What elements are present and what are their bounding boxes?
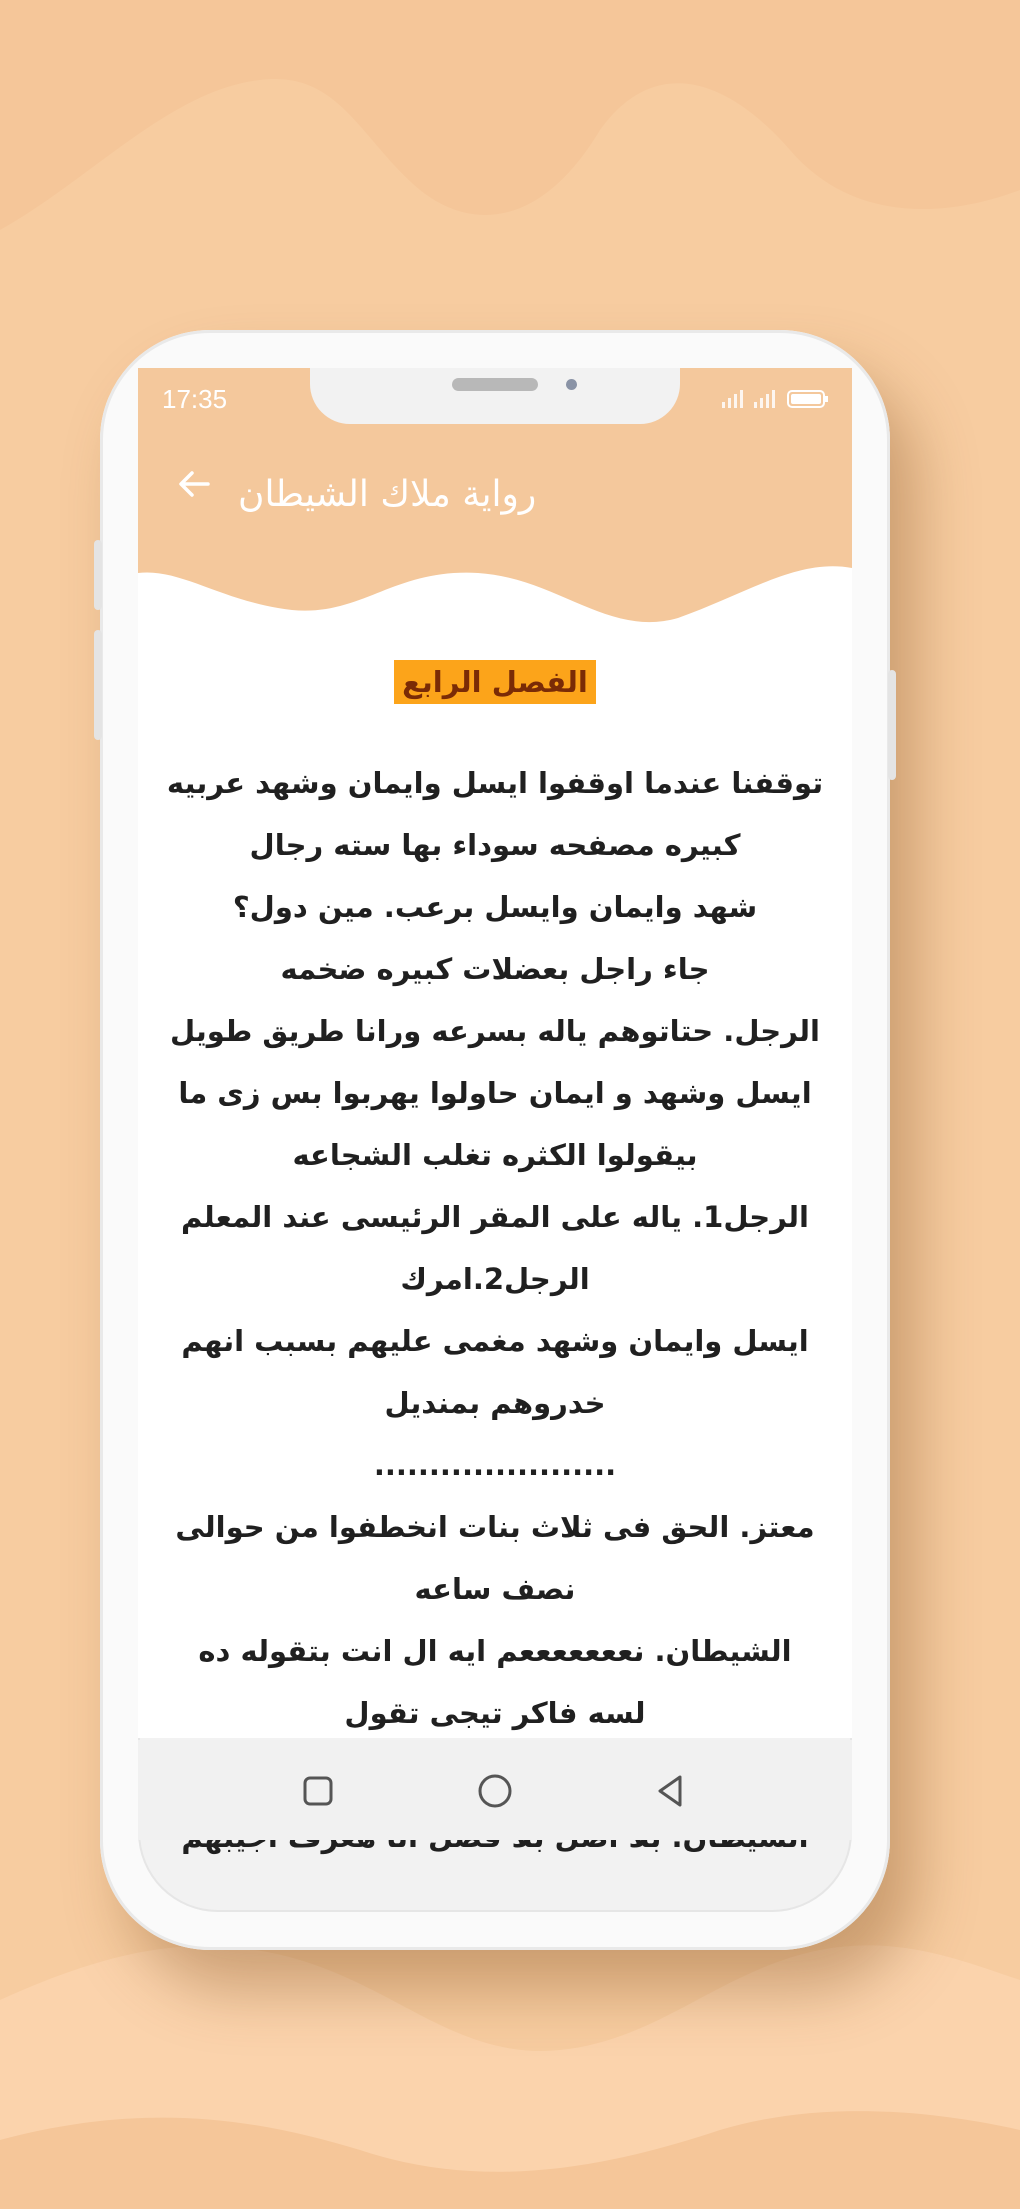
story-line: الشيطان. نعععععععم ايه ال انت بتقوله ده [198, 1634, 792, 1668]
story-line: ...................... [373, 1448, 617, 1482]
story-line: كبيره مصفحه سوداء بها سته رجال [249, 828, 741, 862]
system-nav-bar [138, 1740, 852, 1840]
story-line: ايسل وشهد و ايمان حاولوا يهربوا بس زى ما [178, 1076, 812, 1110]
app-bar [138, 424, 852, 560]
story-line: لسه فاكر تيجى تقول [344, 1696, 646, 1730]
home-icon[interactable] [470, 1766, 520, 1816]
chapter-content[interactable] [138, 638, 852, 1738]
notch [310, 368, 680, 424]
speaker [452, 378, 538, 391]
signal-icon [754, 390, 775, 408]
header-wave [138, 548, 852, 638]
app-title: رواية ملاك الشيطان [238, 474, 537, 515]
signal-icon [722, 390, 743, 408]
story-line: بيقولوا الكثره تغلب الشجاعه [292, 1138, 698, 1172]
front-camera [566, 379, 577, 390]
story-line: نصف ساعه [414, 1572, 576, 1606]
status-icons [722, 386, 832, 410]
story-line: ايسل وايمان وشهد مغمى عليهم بسبب انهم [181, 1324, 809, 1358]
phone-frame [100, 330, 890, 1950]
volume-button [94, 630, 102, 740]
recent-apps-icon[interactable] [293, 1766, 343, 1816]
story-line: خدروهم بمنديل [384, 1386, 606, 1420]
story-line: شهد وايمان وايسل برعب. مين دول؟ [232, 890, 758, 924]
story-line: الرجل2.امرك [400, 1262, 590, 1296]
power-button [888, 670, 896, 780]
back-triangle-icon[interactable] [646, 1766, 696, 1816]
phone-screen [138, 368, 852, 1912]
story-line: جاء راجل بعضلات كبيره ضخمه [280, 952, 710, 986]
story-line: توقفنا عندما اوقفوا ايسل وايمان وشهد عربيه [166, 766, 824, 800]
story-line: معتز. الحق فى ثلاث بنات انخطفوا من حوالى [175, 1510, 815, 1544]
battery-icon [788, 391, 828, 407]
story-line: الرجل1. ياله على المقر الرئيسى عند المعلم [181, 1200, 809, 1234]
story-text [138, 752, 852, 1868]
volume-button [94, 540, 102, 610]
story-line: الرجل. حتاتوهم ياله بسرعه ورانا طريق طويل [170, 1014, 820, 1048]
status-time: 17:35 [162, 384, 228, 414]
arrow-left-icon[interactable] [172, 462, 216, 506]
chapter-title: الفصل الرابع [394, 660, 596, 704]
